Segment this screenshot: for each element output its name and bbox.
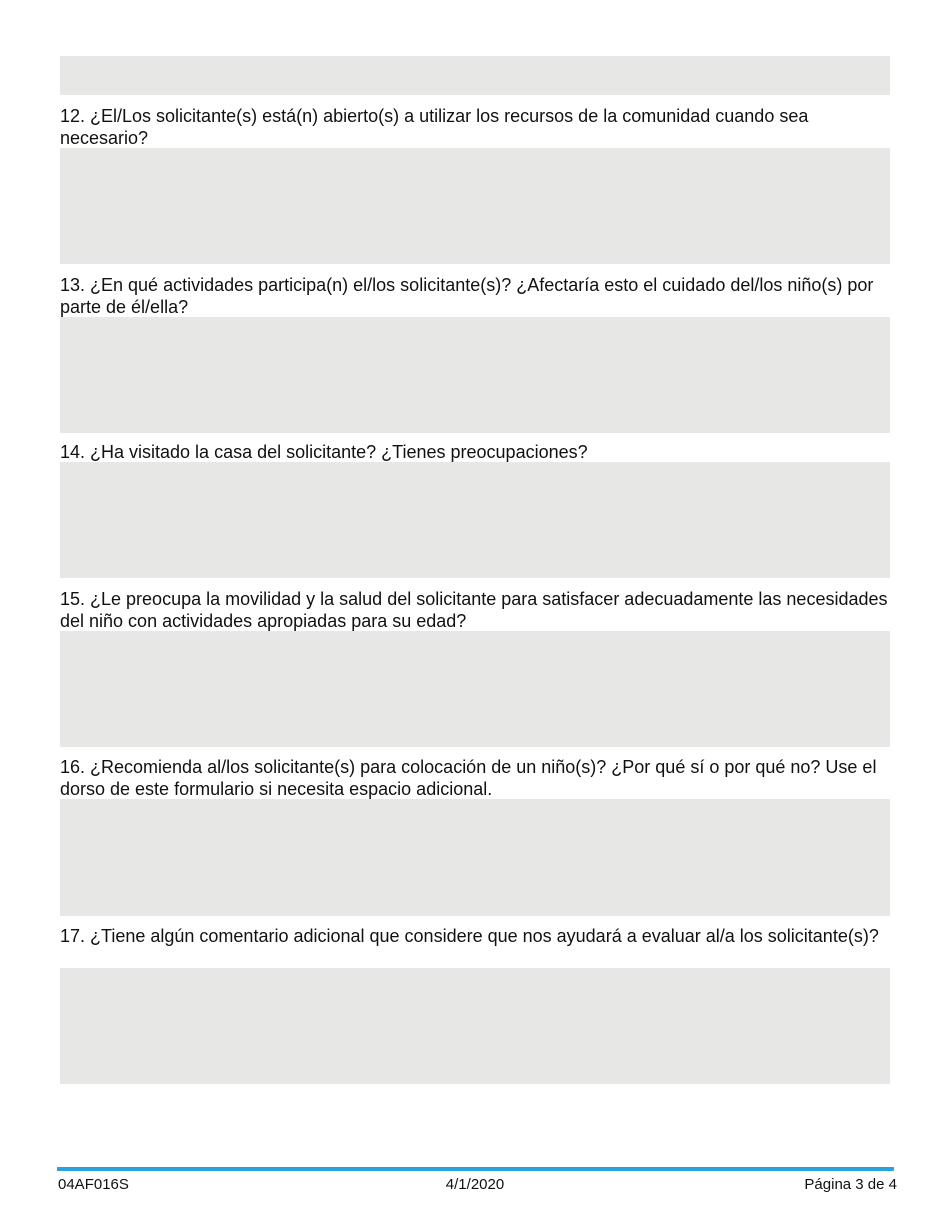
footer-form-code: 04AF016S (58, 1176, 129, 1193)
question-17-label: 17. ¿Tiene algún comentario adicional que considere que nos ayudará a evaluar al/a los solicitante(s)? (60, 926, 879, 946)
footer-divider (57, 1167, 894, 1171)
answer-field-16[interactable] (60, 799, 890, 916)
answer-field-14[interactable] (60, 462, 890, 578)
answer-field-11[interactable] (60, 56, 890, 95)
answer-field-15[interactable] (60, 631, 890, 747)
question-13-label: 13. ¿En qué actividades participa(n) el/los solicitante(s)? ¿Afectaría esto el cuidado del/los niño(s) por parte de él/ella? (60, 275, 874, 317)
question-16-label: 16. ¿Recomienda al/los solicitante(s) para colocación de un niño(s)? ¿Por qué sí o por qué no? Use el dorso de este formulario si necesita espacio adicional. (60, 757, 877, 799)
question-14-label: 14. ¿Ha visitado la casa del solicitante? ¿Tienes preocupaciones? (60, 442, 588, 462)
footer-date: 4/1/2020 (445, 1176, 505, 1193)
question-15-label: 15. ¿Le preocupa la movilidad y la salud del solicitante para satisfacer adecuadamente las necesidades del niño con actividades apropiadas para su edad? (60, 589, 888, 631)
answer-field-12[interactable] (60, 148, 890, 264)
question-12-label: 12. ¿El/Los solicitante(s) está(n) abierto(s) a utilizar los recursos de la comunidad cuando sea necesario? (60, 106, 809, 148)
answer-field-17[interactable] (60, 968, 890, 1084)
footer-page-number: Página 3 de 4 (804, 1176, 897, 1193)
answer-field-13[interactable] (60, 317, 890, 433)
